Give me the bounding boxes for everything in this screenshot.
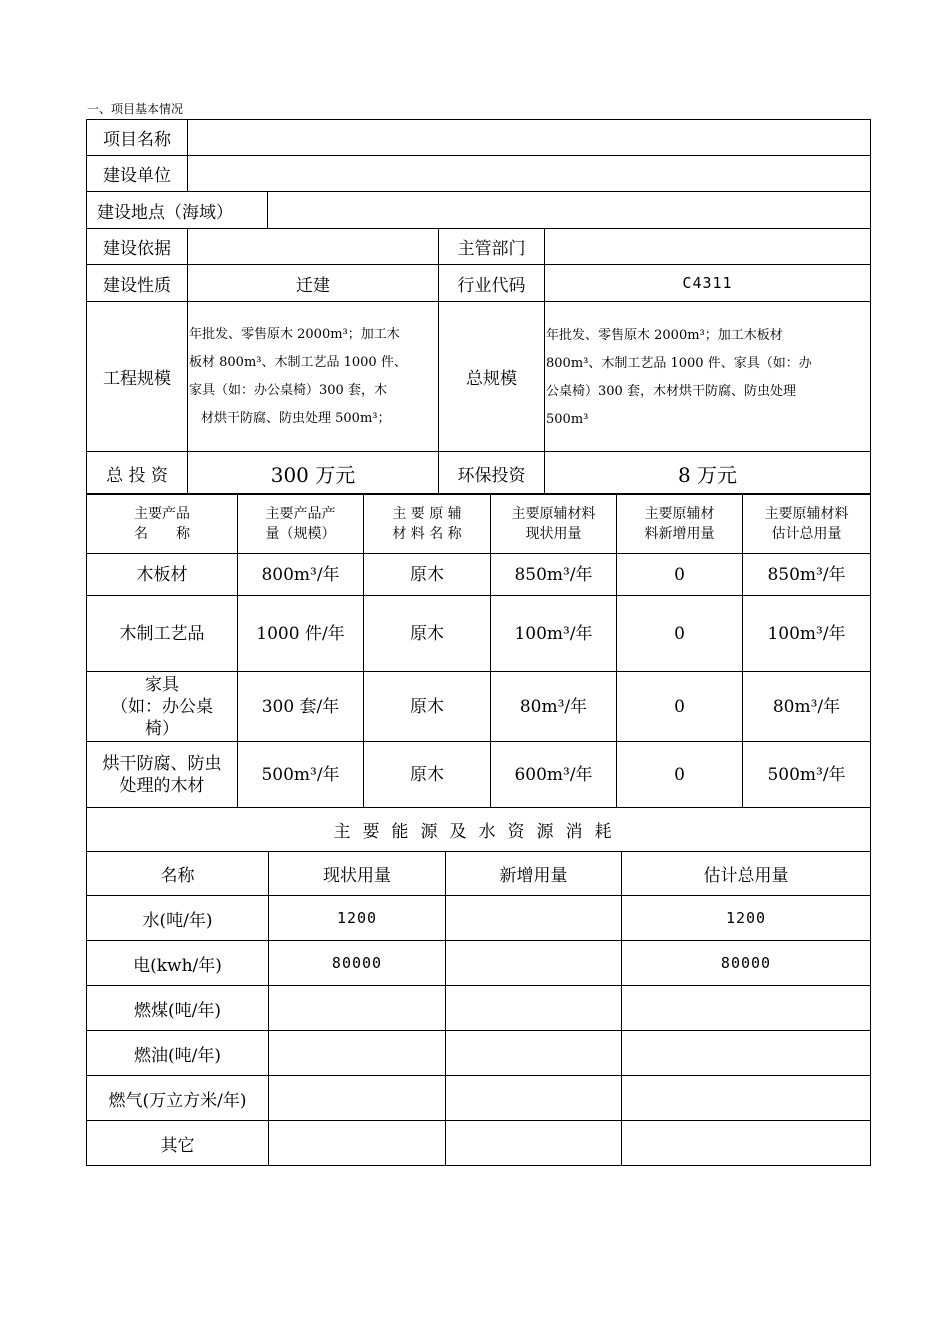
table-cell: 1200 (269, 896, 446, 941)
table-cell: 500m³/年 (238, 742, 364, 808)
energy-header-cell: 现状用量 (269, 852, 446, 896)
products-body (87, 554, 871, 808)
table-cell (446, 1031, 622, 1076)
basic-info-table (86, 119, 871, 495)
site-label: 建设地点（海域） (87, 192, 268, 229)
table-cell (622, 1121, 871, 1166)
table-cell: 烘干防腐、防虫 处理的木材 (87, 742, 238, 808)
energy-header-cell: 估计总用量 (622, 852, 871, 896)
header-line: 现状用量 (525, 525, 582, 542)
investment-value: 300 万元 (188, 452, 439, 495)
nature-value: 迁建 (188, 265, 439, 302)
header-line: 主 要 原 辅 (392, 505, 462, 522)
table-row (87, 1121, 871, 1166)
table-cell: 燃煤(吨/年) (87, 986, 269, 1031)
energy-body (87, 896, 871, 1166)
industry-code-label: 行业代码 (439, 265, 545, 302)
table-cell: 水(吨/年) (87, 896, 269, 941)
table-row (87, 596, 871, 672)
table-row (87, 554, 871, 596)
table-cell: 500m³/年 (743, 742, 871, 808)
table-cell: 0 (617, 554, 743, 596)
scale-line: 家具（如：办公桌椅）300 套，木 (189, 382, 387, 398)
table-cell: 0 (617, 672, 743, 742)
total-scale-value (545, 302, 871, 452)
env-investment-label: 环保投资 (439, 452, 545, 495)
industry-code-value: C4311 (545, 265, 871, 302)
table-row (87, 1031, 871, 1076)
table-cell: 1000 件/年 (238, 596, 364, 672)
header-line: 名 称 (134, 525, 190, 542)
table-cell (622, 1076, 871, 1121)
table-cell (446, 986, 622, 1031)
table-cell (269, 986, 446, 1031)
table-cell: 80m³/年 (491, 672, 617, 742)
table-cell (446, 896, 622, 941)
header-line: 材 料 名 称 (392, 525, 462, 542)
site-value (268, 192, 871, 229)
energy-title: 主要能源及水资源消耗 (87, 808, 871, 852)
builder-label: 建设单位 (87, 156, 188, 192)
table-cell: 其它 (87, 1121, 269, 1166)
header-line: 主要原辅材 (644, 505, 715, 522)
table-cell: 燃油(吨/年) (87, 1031, 269, 1076)
scale-line: 年批发、零售原木 2000m³；加工木 (189, 326, 400, 342)
table-cell: 850m³/年 (743, 554, 871, 596)
nature-label: 建设性质 (87, 265, 188, 302)
table-row (87, 986, 871, 1031)
table-cell: 原木 (364, 554, 491, 596)
energy-table (86, 807, 871, 1166)
env-investment-value: 8 万元 (545, 452, 871, 495)
products-header-cell (491, 494, 617, 554)
table-cell: 原木 (364, 742, 491, 808)
products-header-row (87, 494, 871, 554)
table-cell: 0 (617, 742, 743, 808)
table-cell (269, 1076, 446, 1121)
total-scale-line: 800m³、木制工艺品 1000 件、家具（如：办 (546, 356, 812, 371)
table-cell: 原木 (364, 672, 491, 742)
table-cell: 80000 (269, 941, 446, 986)
table-cell: 100m³/年 (491, 596, 617, 672)
table-cell: 木板材 (87, 554, 238, 596)
products-header-cell (87, 494, 238, 554)
basis-value (188, 229, 439, 265)
scale-line: 板材 800m³、木制工艺品 1000 件、 (189, 354, 407, 370)
header-line: 主要原辅材料 (764, 505, 849, 522)
table-cell (622, 1031, 871, 1076)
table-cell: 600m³/年 (491, 742, 617, 808)
energy-header-cell: 名称 (87, 852, 269, 896)
table-row (87, 742, 871, 808)
table-cell (269, 1121, 446, 1166)
project-name-value (188, 120, 871, 156)
table-cell: 300 套/年 (238, 672, 364, 742)
products-header-cell (238, 494, 364, 554)
total-scale-line: 年批发、零售原木 2000m³；加工木板材 (546, 328, 783, 343)
scale-line: 材烘干防腐、防虫处理 500m³； (201, 410, 391, 426)
total-scale-label: 总规模 (439, 302, 545, 452)
table-cell: 850m³/年 (491, 554, 617, 596)
scale-value (188, 302, 439, 452)
table-cell: 800m³/年 (238, 554, 364, 596)
header-line: 主要原辅材料 (511, 505, 596, 522)
table-cell: 80000 (622, 941, 871, 986)
header-line: 主要产品 (134, 505, 190, 522)
builder-value (188, 156, 871, 192)
authority-value (545, 229, 871, 265)
products-header-cell (743, 494, 871, 554)
table-cell (622, 986, 871, 1031)
header-line: 料新增用量 (644, 525, 715, 542)
table-row (87, 672, 871, 742)
scale-label: 工程规模 (87, 302, 188, 452)
section-title: 一、项目基本情况 (87, 102, 184, 116)
table-cell: 100m³/年 (743, 596, 871, 672)
energy-header-cell: 新增用量 (446, 852, 622, 896)
table-cell: 木制工艺品 (87, 596, 238, 672)
products-header-cell (364, 494, 491, 554)
authority-label: 主管部门 (439, 229, 545, 265)
header-line: 估计总用量 (771, 525, 842, 542)
project-name-label: 项目名称 (87, 120, 188, 156)
total-scale-line: 公桌椅）300 套，木材烘干防腐、防虫处理 (546, 384, 796, 399)
table-row (87, 941, 871, 986)
table-row (87, 1076, 871, 1121)
header-line: 主要产品产 (265, 505, 336, 522)
header-line: 量（规模） (265, 525, 336, 542)
table-cell: 家具 （如：办公桌 椅） (87, 672, 238, 742)
table-cell (446, 941, 622, 986)
table-cell (446, 1076, 622, 1121)
table-cell: 原木 (364, 596, 491, 672)
table-cell (269, 1031, 446, 1076)
table-cell (446, 1121, 622, 1166)
products-table (86, 493, 871, 808)
investment-label: 总 投 资 (87, 452, 188, 495)
table-cell: 燃气(万立方米/年) (87, 1076, 269, 1121)
table-row (87, 896, 871, 941)
products-header-cell (617, 494, 743, 554)
total-scale-line: 500m³ (546, 412, 589, 427)
table-cell: 电(kwh/年) (87, 941, 269, 986)
basis-label: 建设依据 (87, 229, 188, 265)
table-cell: 0 (617, 596, 743, 672)
energy-header-row (87, 852, 871, 896)
table-cell: 1200 (622, 896, 871, 941)
table-cell: 80m³/年 (743, 672, 871, 742)
